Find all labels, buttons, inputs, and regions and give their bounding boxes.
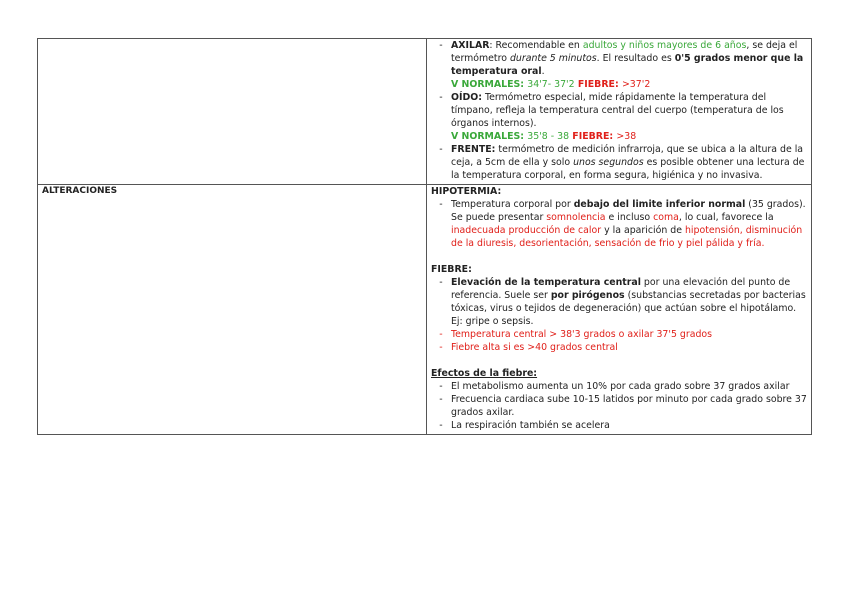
fever-value: >37'2 [621,79,651,90]
normal-values-label: V NORMALES: [451,79,528,90]
term: AXILAR [451,40,490,51]
list-item-frente: - FRENTE: termómetro de medición infrarroja, que se ubica a la altura de la ceja, a 5cm de ella y solo unos segundos es posible obtener una lectura de la temperatura corporal, en forma segura, higiénica y no invasiva. [439,144,805,181]
list-item: - Temperatura central > 38'3 grados o axilar 37'5 grados [439,329,713,340]
row-label [38,39,427,184]
list-item: - El metabolismo aumenta un 10% por cada grado sobre 37 grados axilar [439,381,790,392]
list-item: - Fiebre alta si es >40 grados central [439,342,618,353]
list-item: - Frecuencia cardiaca sube 10-15 latidos por minuto por cada grado sobre 37 grados axilar. [439,394,807,418]
normal-values-label: V NORMALES: [451,131,528,142]
list-item: - Elevación de la temperatura central por una elevación del punto de referencia. Suele ser por pirógenos (substancias secretadas por bacterias tóxicas, virus o tejidos de degeneración) que actúan sobre el hipotálamo. Ej: gripe o sepsis. [439,277,806,327]
row-label: ALTERACIONES [38,185,427,434]
section-heading-efectos: Efectos de la fiebre: [431,368,538,379]
row-content [427,185,811,434]
list-item: - La respiración también se acelera [439,420,610,431]
table-row [38,184,811,434]
fever-label: FIEBRE: [574,79,622,90]
row-content [427,39,811,184]
table-row [38,39,811,184]
normal-values: 35'8 - 38 [527,131,570,142]
fever-value: >38 [616,131,637,142]
list-item-oido: - OÍDO: Termómetro especial, mide rápidamente la temperatura del tímpano, refleja la temperatura central del cuerpo (temperatura de los órganos internos). V NORMALES: 35'8 - 38 FIEBRE: >38 [439,92,784,142]
fever-label: FIEBRE: [569,131,617,142]
document-table [37,38,812,435]
normal-values: 34'7- 37'2 [527,79,575,90]
term: FRENTE: [451,144,496,155]
term: OÍDO: [451,92,482,103]
list-item: - Temperatura corporal por debajo del limite inferior normal (35 grados). Se puede presentar somnolencia e incluso coma, lo cual, favorece la inadecuada producción de calor y la aparición de hipotensión, disminución de la diuresis, desorientación, sensación de frio y piel pálida y fría. [439,199,806,249]
section-heading-hipotermia: HIPOTERMIA: [431,186,502,197]
list-item-axilar: - AXILAR: Recomendable en adultos y niños mayores de 6 años, se deja el termómetro durante 5 minutos. El resultado es 0'5 grados menor que la temperatura oral. V NORMALES: 34'7- 37'2 FIEBRE: >37'2 [439,40,804,90]
section-heading-fiebre: FIEBRE: [431,264,472,275]
